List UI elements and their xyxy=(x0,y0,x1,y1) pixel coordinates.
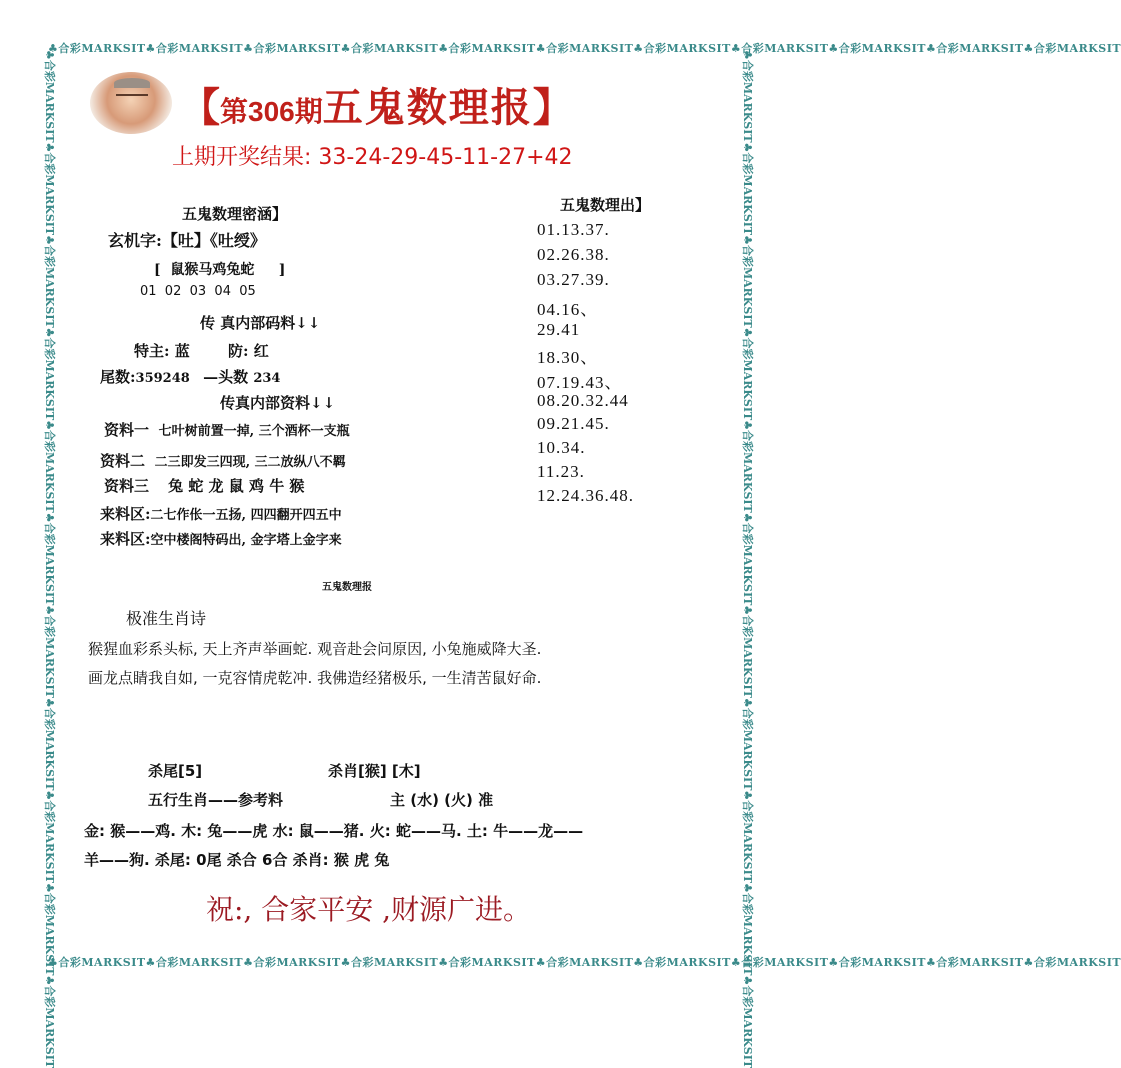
right-number: 09.21.45. xyxy=(537,414,610,433)
kill-tail: 杀尾[5] xyxy=(148,762,203,780)
right-number: 29.41 xyxy=(537,320,581,339)
tail-value: 359248 xyxy=(135,371,190,386)
zodiac-list: 鼠猴马鸡兔蛇 xyxy=(170,262,255,278)
xuanji-label: 玄机字: xyxy=(108,231,162,250)
info-label: 资料二 xyxy=(100,452,146,470)
blessing: 祝:, 合家平安 ,财源广进。 xyxy=(206,893,532,926)
number-list: 01 02 03 04 05 xyxy=(140,284,256,299)
poem-title: 极准生肖诗 xyxy=(126,609,207,628)
right-number: 02.26.38. xyxy=(537,245,610,264)
border-left: ♣合彩MARKSIT♣合彩MARKSIT♣合彩MARKSIT♣合彩MARKSIT♣合彩MARKSIT♣合彩MARKSIT♣合彩MARKSIT♣合彩MARKSIT♣合彩MARKSIT♣合彩MARKSIT♣合彩MARKSIT xyxy=(43,50,56,1068)
info-label: 来料区: xyxy=(100,505,151,523)
last-result-value: 33-24-29-45-11-27+42 xyxy=(318,145,573,170)
section-title: 五鬼数理密涵】 xyxy=(182,205,288,223)
right-number: 12.24.36.48. xyxy=(537,486,634,505)
poem-line: 画龙点睛我自如, 一克容情虎乾冲. 我佛造经猪极乐, 一生清苦鼠好命. xyxy=(88,669,542,687)
title-text: 五鬼数理报 xyxy=(322,84,533,131)
info-row xyxy=(100,528,342,549)
avatar xyxy=(90,72,172,134)
right-number: 18.30、 xyxy=(537,348,599,367)
xuanji-value: 【吐】《吐绶》 xyxy=(161,231,266,250)
border-bottom: ♣合彩MARKSIT♣合彩MARKSIT♣合彩MARKSIT♣合彩MARKSIT♣合彩MARKSIT♣合彩MARKSIT♣合彩MARKSIT♣合彩MARKSIT♣合彩MARKSIT♣合彩MARKSIT♣合彩MARKSIT xyxy=(48,956,1121,969)
info-text: 二七作伥一五扬, 四四翻开四五中 xyxy=(150,508,342,523)
wuxing-line: 羊——狗. 杀尾: 0尾 杀合 6合 杀肖: 猴 虎 兔 xyxy=(84,851,390,869)
wuxing-label: 五行生肖——参考料 xyxy=(148,791,284,809)
fax-code-title: 传 真内部码料↓↓ xyxy=(200,314,321,332)
info-label: 资料一 xyxy=(104,421,150,439)
info-text: 二三即发三四现, 三二放纵八不羁 xyxy=(154,455,346,470)
xuanji-line xyxy=(108,228,266,251)
tail-head-line xyxy=(100,366,280,387)
head-value: 234 xyxy=(253,371,281,386)
border-right: ♣合彩MARKSIT♣合彩MARKSIT♣合彩MARKSIT♣合彩MARKSIT♣合彩MARKSIT♣合彩MARKSIT♣合彩MARKSIT♣合彩MARKSIT♣合彩MARKSIT♣合彩MARKSIT♣合彩MARKSIT xyxy=(741,50,754,1068)
zodiac-line xyxy=(154,259,285,279)
right-number: 11.23. xyxy=(537,462,585,481)
defend: 防: 红 xyxy=(228,342,269,360)
right-title: 五鬼数理出】 xyxy=(560,196,651,214)
title-bracket-open: 【 xyxy=(180,85,220,131)
small-caption: 五鬼数理报 xyxy=(322,582,372,593)
info-label: 来料区: xyxy=(100,530,151,548)
right-number: 07.19.43、 xyxy=(537,373,623,392)
fax-info-title: 传真内部资料↓↓ xyxy=(220,394,336,412)
wuxing-line: 金: 猴——鸡. 木: 兔——虎 水: 鼠——猪. 火: 蛇——马. 土: 牛——龙—— xyxy=(84,822,584,840)
tail-label: 尾数: xyxy=(100,368,136,386)
info-text: 兔 蛇 龙 鼠 鸡 牛 猴 xyxy=(168,477,305,495)
right-number: 08.20.32.44 xyxy=(537,391,629,410)
special-main: 特主: 蓝 xyxy=(134,342,190,360)
info-row xyxy=(100,450,346,471)
head-label: —头数 xyxy=(203,368,249,386)
info-row xyxy=(104,475,304,496)
kill-zodiac: 杀肖[猴] [木] xyxy=(328,762,421,780)
issue-number: 第306期 xyxy=(220,96,323,127)
wuxing-main: 主 (水) (火) 准 xyxy=(390,791,494,809)
last-result xyxy=(172,140,573,171)
info-label: 资料三 xyxy=(104,477,150,495)
right-number: 04.16、 xyxy=(537,300,599,319)
info-row xyxy=(104,419,350,440)
zodiac-bracket-close: ] xyxy=(278,262,286,278)
border-top: ♣合彩MARKSIT♣合彩MARKSIT♣合彩MARKSIT♣合彩MARKSIT♣合彩MARKSIT♣合彩MARKSIT♣合彩MARKSIT♣合彩MARKSIT♣合彩MARKSIT♣合彩MARKSIT♣合彩MARKSIT xyxy=(48,42,1121,55)
info-text: 空中楼阁特码出, 金字塔上金字来 xyxy=(150,533,342,548)
info-row xyxy=(100,503,342,524)
zodiac-bracket-open: [ xyxy=(154,262,161,278)
title-bracket-close: 】 xyxy=(532,85,573,131)
poem-line: 猴猩血彩系头标, 天上齐声举画蛇. 观音赴会问原因, 小兔施威降大圣. xyxy=(88,640,542,658)
info-text: 七叶树前置一掉, 三个酒杯一支瓶 xyxy=(158,424,350,439)
right-number: 10.34. xyxy=(537,438,586,457)
right-number: 01.13.37. xyxy=(537,220,610,239)
last-result-label: 上期开奖结果: xyxy=(172,145,312,170)
page-title xyxy=(180,76,573,133)
right-number: 03.27.39. xyxy=(537,270,610,289)
